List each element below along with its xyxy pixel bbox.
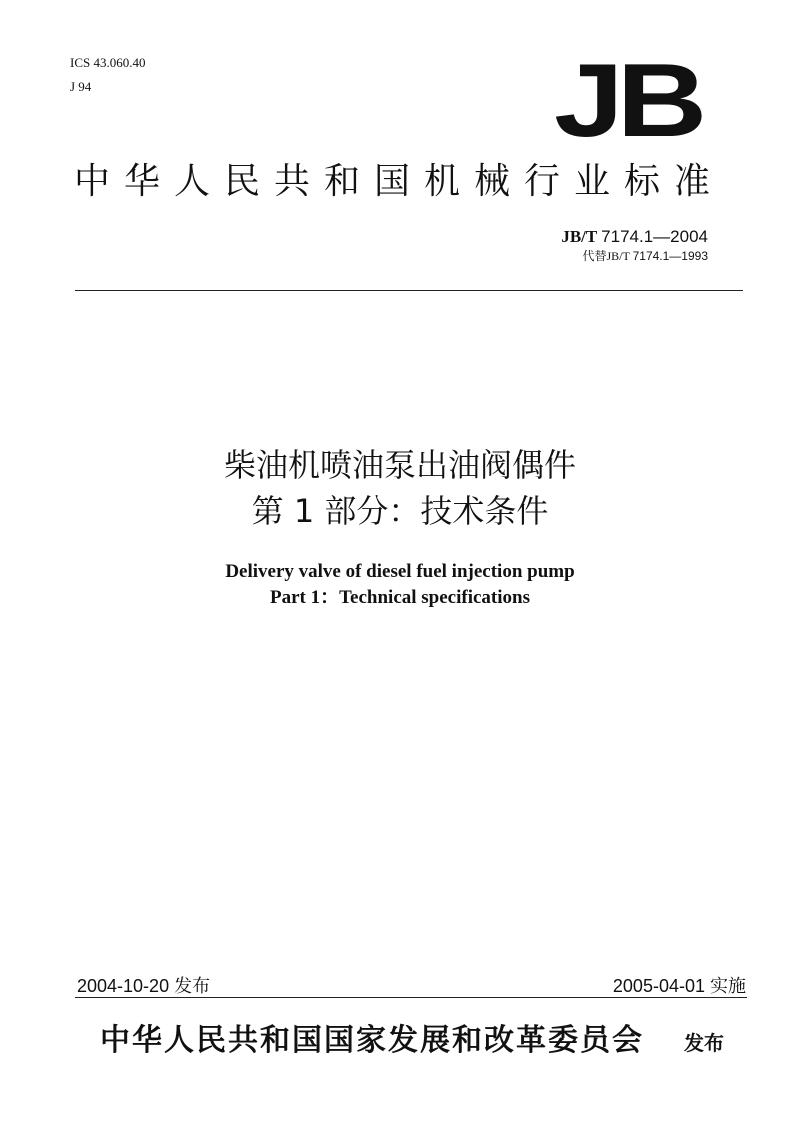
ccs-code: J 94 (70, 79, 92, 94)
jb-logo (552, 52, 702, 142)
replaces-standard (582, 248, 708, 264)
implementation-date (613, 974, 746, 999)
publisher-suffix: 发布 (684, 1031, 724, 1055)
impl-label: 实施 (710, 976, 746, 997)
title-en-line2: Part 1：Technical specifications (270, 587, 530, 608)
title-en-line1: Delivery valve of diesel fuel injection pump (225, 561, 575, 582)
footer-divider (75, 997, 747, 998)
publisher: 中华人民共和国国家发展和改革委员会 (100, 1023, 644, 1058)
replaces-prefix: 代替JB/T (582, 249, 630, 263)
standard-code-number: 7174.1—2004 (601, 227, 708, 246)
jb-logo-text: JB (554, 52, 702, 142)
replaces-number: 7174.1—1993 (632, 249, 708, 263)
standard-code-prefix: JB/T (561, 227, 597, 246)
issue-date (77, 974, 210, 999)
issue-date-value: 2004-10-20 (77, 976, 170, 996)
title-cn-line1: 柴油机喷油泵出油阀偶件 (223, 446, 576, 484)
ics-code: ICS 43.060.40 (70, 55, 146, 70)
industry-standard-title: 中华人民共和国机械行业标准 (74, 161, 725, 202)
header-divider (75, 290, 743, 291)
issue-label: 发布 (174, 976, 211, 997)
title-cn-line2: 第 1 部分：技术条件 (251, 492, 549, 530)
standard-code (561, 226, 708, 248)
impl-date-value: 2005-04-01 (612, 976, 705, 996)
